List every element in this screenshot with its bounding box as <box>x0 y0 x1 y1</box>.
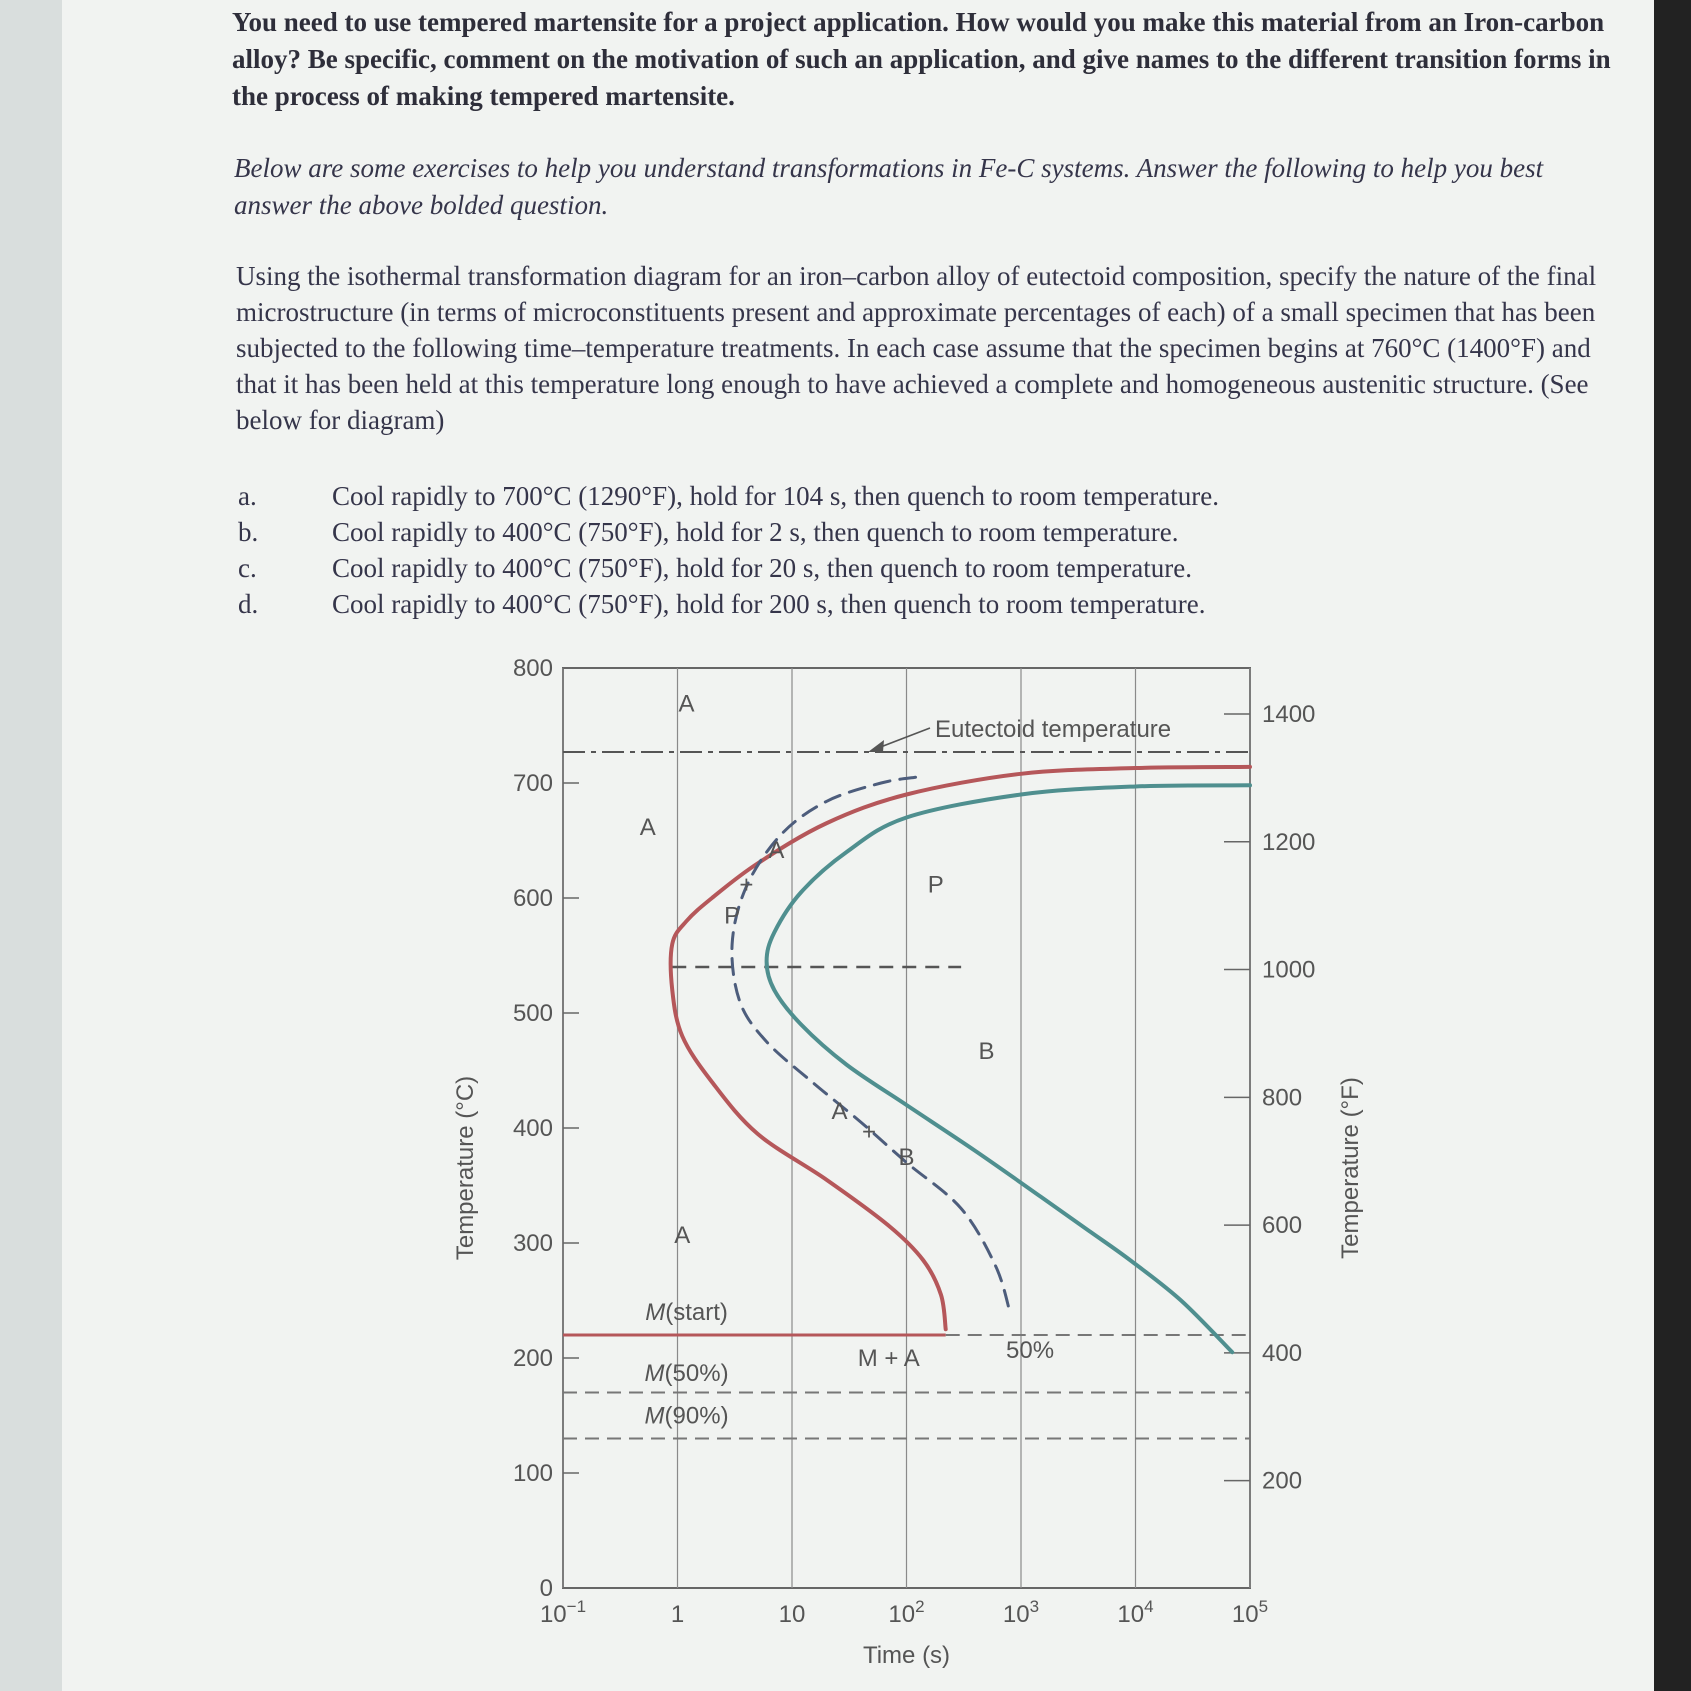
y2-tick-label: 800 <box>1262 1084 1303 1112</box>
y2-tick-label: 200 <box>1262 1467 1303 1495</box>
x-tick-label: $10^3$ <box>1002 1597 1040 1628</box>
curve-start-curve <box>671 767 1250 1329</box>
y2-tick-label: 1200 <box>1262 828 1316 856</box>
phase-label: A <box>831 1097 848 1125</box>
y2-tick-label: 1400 <box>1262 701 1316 728</box>
martensite-line-label: M(90%) <box>644 1402 729 1430</box>
phase-label: A <box>768 836 785 864</box>
y2-tick-label: 1000 <box>1262 956 1316 984</box>
phase-label: A <box>639 813 656 841</box>
list-item-letter: a. <box>238 481 257 511</box>
list-item-letter: d. <box>238 589 259 619</box>
list-item-text: Cool rapidly to 400°C (750°F), hold for 200 s, then quench to room temperature. <box>332 589 1206 619</box>
curve-end-curve <box>767 785 1250 1352</box>
phase-label: + <box>861 1118 876 1146</box>
martensite-austenite-label: M + A <box>857 1345 920 1373</box>
y2-tick-label: 600 <box>1262 1212 1303 1240</box>
martensite-line-label: M(50%) <box>644 1360 729 1387</box>
problem-statement: Using the isothermal transformation diagram for an iron–carbon alloy of eutectoid composition, specify the nature of the final microstructure (in terms of microconstituents present and approximate percentages of each) of a small specimen that has been subjected to the following time–temperature treatments. In each case assume that the specimen begins at 760°C (1400°F) and that it has been held at this temperature long enough to have achieved a complete and homogeneous austenitic structure. (See below for diagram) <box>236 261 1597 435</box>
phase-label: + <box>739 871 754 899</box>
list-item-text: Cool rapidly to 400°C (750°F), hold for 2 s, then quench to room temperature. <box>332 517 1179 547</box>
x-tick-label: 10 <box>778 1601 806 1628</box>
y-tick-label: 400 <box>512 1115 553 1142</box>
list-item-text: Cool rapidly to 700°C (1290°F), hold for 104 s, then quench to room temperature. <box>332 481 1219 511</box>
y-tick-label: 200 <box>512 1345 553 1372</box>
y-tick-label: 100 <box>512 1460 553 1487</box>
y-axis-label-right: Temperature (°F) <box>1337 1077 1364 1259</box>
x-axis-label: Time (s) <box>862 1642 951 1669</box>
x-tick-label: $10^5$ <box>1231 1597 1269 1628</box>
y2-tick-label: 400 <box>1262 1339 1303 1367</box>
list-item-text: Cool rapidly to 400°C (750°F), hold for 20 s, then quench to room temperature. <box>332 553 1192 583</box>
y-tick-label: 800 <box>512 655 553 682</box>
list-item-letter: b. <box>238 517 259 547</box>
y-axis-label-left: Temperature (°C) <box>452 1075 479 1261</box>
martensite-line-label: M(start) <box>645 1299 728 1327</box>
y-tick-label: 700 <box>512 770 553 797</box>
eutectoid-arrowhead <box>868 740 884 752</box>
phase-label: A <box>678 690 695 718</box>
phase-label: A <box>674 1222 691 1249</box>
list-item-letter: c. <box>238 553 257 583</box>
y-tick-label: 0 <box>539 1575 553 1602</box>
phase-label: B <box>898 1143 915 1171</box>
y-tick-label: 600 <box>512 885 553 912</box>
italic-instruction: Below are some exercises to help you understand transformations in Fe-C systems. Answer the following to help you best answer the above bolded question. <box>234 153 1544 220</box>
fifty-percent-label: 50% <box>1006 1337 1055 1364</box>
y-tick-label: 300 <box>512 1230 553 1257</box>
eutectoid-label: Eutectoid temperature <box>935 716 1172 743</box>
bold-question: You need to use tempered martensite for a project application. How would you make this material from an Iron-carbon alloy? Be specific, comment on the motivation of such an application, and give names to the different transition forms in the process of making tempered martensite. <box>232 7 1611 111</box>
phase-label: P <box>724 902 741 930</box>
x-tick-label: $10^2$ <box>888 1597 925 1628</box>
phase-label: B <box>978 1038 995 1065</box>
phase-label: P <box>927 871 944 899</box>
x-tick-label: $10^4$ <box>1117 1597 1154 1628</box>
eutectoid-arrow <box>878 728 930 748</box>
y-tick-label: 500 <box>512 1000 553 1027</box>
x-tick-label: 1 <box>670 1601 685 1628</box>
x-tick-label: $10^{-1}$ <box>539 1597 587 1628</box>
